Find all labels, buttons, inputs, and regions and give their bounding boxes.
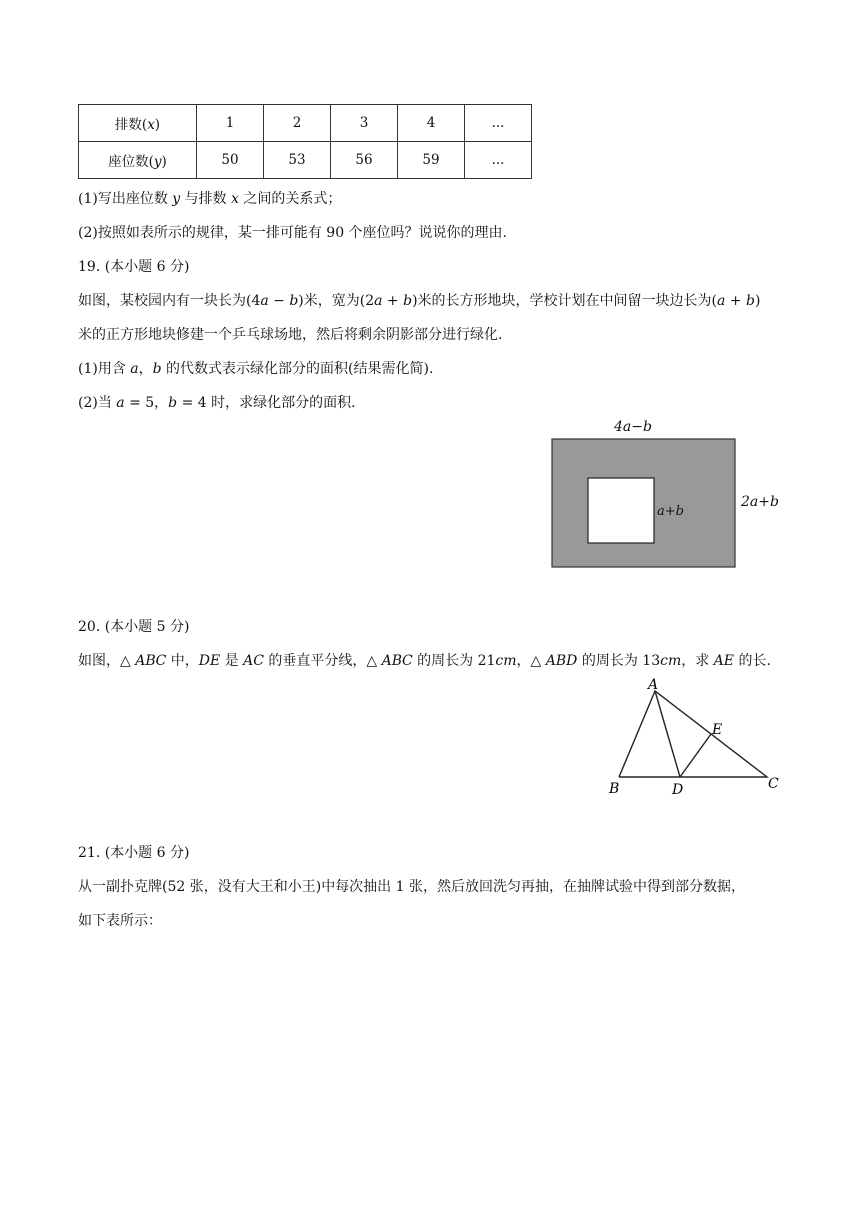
table-cell: ... bbox=[465, 105, 532, 142]
q19-text1: 如图，某校园内有一块长为(4𝑎 − 𝑏)米，宽为(2𝑎 + 𝑏)米的长方形地块，学校计划在中间留一块边长为(𝑎 + 𝑏) bbox=[78, 293, 761, 309]
segment-de bbox=[680, 734, 711, 777]
table-cell: 2 bbox=[264, 105, 331, 142]
label-right: 2a+b bbox=[741, 494, 779, 510]
table-cell: 1 bbox=[197, 105, 264, 142]
q19-text2: 米的正方形地块修建一个乒乓球场地，然后将剩余阴影部分进行绿化. bbox=[78, 327, 503, 343]
segment-ad bbox=[655, 691, 680, 777]
q20-heading: 20. (本小题 5 分) bbox=[78, 619, 190, 635]
q19-part1: (1)用含 𝑎，𝑏 的代数式表示绿化部分的面积(结果需化简). bbox=[78, 361, 434, 377]
q20-text: 如图，△ 𝐴𝐵𝐶 中，𝐷𝐸 是 𝐴𝐶 的垂直平分线，△ 𝐴𝐵𝐶 的周长为 21𝑐𝑚，△ 𝐴𝐵𝐷 的周长为 13𝑐𝑚，求 𝐴𝐸 的长. bbox=[78, 653, 771, 669]
q19-heading: 19. (本小题 6 分) bbox=[78, 259, 190, 275]
vertex-a-label: A bbox=[648, 677, 659, 693]
label-top: 4a−b bbox=[614, 419, 652, 435]
q21-text2: 如下表所示： bbox=[78, 913, 162, 929]
table-cell: 4 bbox=[398, 105, 465, 142]
table-header-rows: 排数(𝑥) bbox=[79, 105, 197, 142]
table-header-seats: 座位数(𝑦) bbox=[79, 142, 197, 179]
q18-part1: (1)写出座位数 𝑦 与排数 𝑥 之间的关系式； bbox=[78, 191, 342, 207]
table-cell: 50 bbox=[197, 142, 264, 179]
q19-part2: (2)当 𝑎 = 5，𝑏 = 4 时，求绿化部分的面积. bbox=[78, 395, 356, 411]
label-inner: a+b bbox=[657, 504, 684, 519]
table-cell: 3 bbox=[331, 105, 398, 142]
q21-text1: 从一副扑克牌(52 张，没有大王和小王)中每次抽出 1 张，然后放回洗匀再抽，在抽牌试验中得到部分数据， bbox=[78, 879, 745, 895]
vertex-c-label: C bbox=[768, 776, 779, 792]
q18-part2: (2)按照如表所示的规律，某一排可能有 90 个座位吗？说说你的理由. bbox=[78, 225, 507, 241]
table-cell: 59 bbox=[398, 142, 465, 179]
table-cell: 53 bbox=[264, 142, 331, 179]
q21-heading: 21. (本小题 6 分) bbox=[78, 845, 190, 861]
triangle-abc bbox=[619, 691, 767, 777]
vertex-e-label: E bbox=[712, 722, 723, 738]
table-cell: ... bbox=[465, 142, 532, 179]
vertex-b-label: B bbox=[609, 781, 620, 797]
table-cell: 56 bbox=[331, 142, 398, 179]
vertex-d-label: D bbox=[672, 782, 684, 798]
